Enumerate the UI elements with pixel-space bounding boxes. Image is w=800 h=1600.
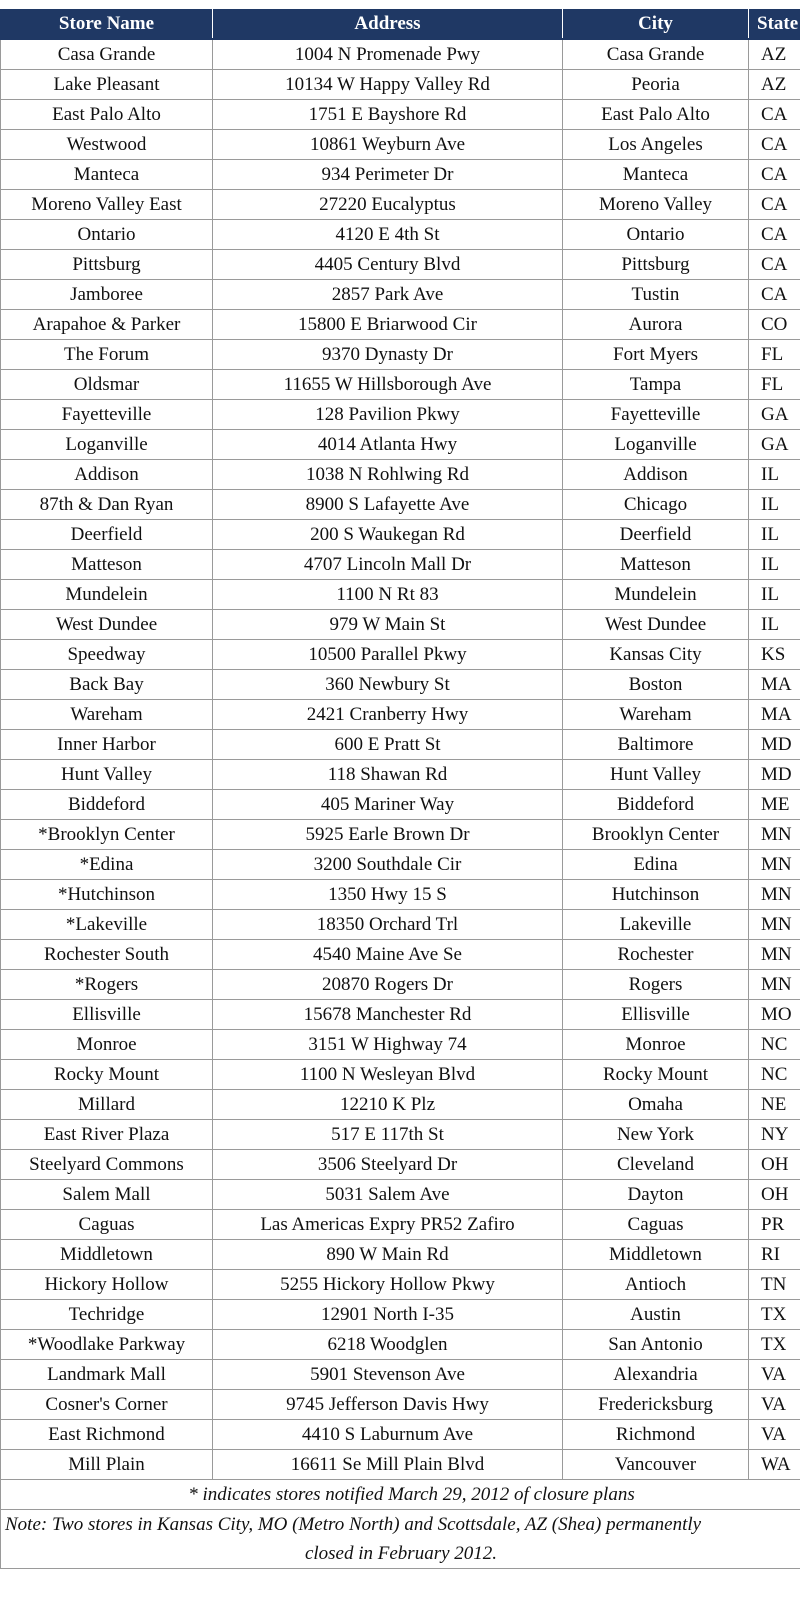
table-row bbox=[1, 790, 800, 820]
cell-address: 128 Pavilion Pkwy bbox=[213, 400, 563, 430]
cell-state: AZ bbox=[749, 70, 800, 100]
cell-state: MN bbox=[749, 910, 800, 940]
table-row bbox=[1, 670, 800, 700]
cell-city: Omaha bbox=[563, 1090, 749, 1120]
cell-state: VA bbox=[749, 1390, 800, 1420]
cell-city: Matteson bbox=[563, 550, 749, 580]
table-row bbox=[1, 400, 800, 430]
table-row bbox=[1, 910, 800, 940]
cell-city: Fayetteville bbox=[563, 400, 749, 430]
table-row bbox=[1, 1180, 800, 1210]
cell-address: 1100 N Wesleyan Blvd bbox=[213, 1060, 563, 1090]
cell-address: 1751 E Bayshore Rd bbox=[213, 100, 563, 130]
table-row bbox=[1, 1150, 800, 1180]
cell-address: 4405 Century Blvd bbox=[213, 250, 563, 280]
cell-state: VA bbox=[749, 1420, 800, 1450]
table-row bbox=[1, 190, 800, 220]
cell-state: MD bbox=[749, 730, 800, 760]
cell-city: Fredericksburg bbox=[563, 1390, 749, 1420]
table-row bbox=[1, 730, 800, 760]
cell-address: 3151 W Highway 74 bbox=[213, 1030, 563, 1060]
cell-city: Cleveland bbox=[563, 1150, 749, 1180]
table-row bbox=[1, 850, 800, 880]
cell-store-name: *Lakeville bbox=[1, 910, 213, 940]
cell-store-name: Cosner's Corner bbox=[1, 1390, 213, 1420]
cell-city: Chicago bbox=[563, 490, 749, 520]
cell-city: Deerfield bbox=[563, 520, 749, 550]
cell-city: Addison bbox=[563, 460, 749, 490]
table-row bbox=[1, 1360, 800, 1390]
cell-state: MD bbox=[749, 760, 800, 790]
cell-store-name: Wareham bbox=[1, 700, 213, 730]
cell-store-name: The Forum bbox=[1, 340, 213, 370]
cell-address: 15678 Manchester Rd bbox=[213, 1000, 563, 1030]
cell-state: MN bbox=[749, 820, 800, 850]
cell-state: MN bbox=[749, 880, 800, 910]
cell-state: IL bbox=[749, 550, 800, 580]
cell-store-name: *Rogers bbox=[1, 970, 213, 1000]
cell-address: 10861 Weyburn Ave bbox=[213, 130, 563, 160]
cell-state: KS bbox=[749, 640, 800, 670]
cell-store-name: *Brooklyn Center bbox=[1, 820, 213, 850]
cell-store-name: Steelyard Commons bbox=[1, 1150, 213, 1180]
cell-city: Hunt Valley bbox=[563, 760, 749, 790]
cell-store-name: 87th & Dan Ryan bbox=[1, 490, 213, 520]
cell-city: Los Angeles bbox=[563, 130, 749, 160]
cell-address: 2857 Park Ave bbox=[213, 280, 563, 310]
cell-address: 27220 Eucalyptus bbox=[213, 190, 563, 220]
cell-state: NE bbox=[749, 1090, 800, 1120]
cell-store-name: Monroe bbox=[1, 1030, 213, 1060]
table-row bbox=[1, 1000, 800, 1030]
cell-city: Ellisville bbox=[563, 1000, 749, 1030]
table-row bbox=[1, 1300, 800, 1330]
cell-state: IL bbox=[749, 610, 800, 640]
table-row bbox=[1, 1060, 800, 1090]
cell-address: 4707 Lincoln Mall Dr bbox=[213, 550, 563, 580]
table-row bbox=[1, 340, 800, 370]
table-row bbox=[1, 1030, 800, 1060]
cell-store-name: East Richmond bbox=[1, 1420, 213, 1450]
table-row bbox=[1, 1420, 800, 1450]
cell-address: 10134 W Happy Valley Rd bbox=[213, 70, 563, 100]
cell-city: Rocky Mount bbox=[563, 1060, 749, 1090]
table-row bbox=[1, 1450, 800, 1480]
cell-city: Moreno Valley bbox=[563, 190, 749, 220]
cell-state: GA bbox=[749, 400, 800, 430]
table-row bbox=[1, 640, 800, 670]
cell-address: 5925 Earle Brown Dr bbox=[213, 820, 563, 850]
cell-store-name: Casa Grande bbox=[1, 39, 213, 70]
cell-store-name: East Palo Alto bbox=[1, 100, 213, 130]
table-row bbox=[1, 70, 800, 100]
cell-store-name: Mill Plain bbox=[1, 1450, 213, 1480]
cell-city: Hutchinson bbox=[563, 880, 749, 910]
header-store-name: Store Name bbox=[1, 10, 213, 40]
cell-address: 118 Shawan Rd bbox=[213, 760, 563, 790]
cell-store-name: Addison bbox=[1, 460, 213, 490]
table-row bbox=[1, 610, 800, 640]
cell-store-name: Moreno Valley East bbox=[1, 190, 213, 220]
cell-state: NY bbox=[749, 1120, 800, 1150]
cell-store-name: Salem Mall bbox=[1, 1180, 213, 1210]
cell-city: Rochester bbox=[563, 940, 749, 970]
cell-address: 3200 Southdale Cir bbox=[213, 850, 563, 880]
cell-city: Lakeville bbox=[563, 910, 749, 940]
cell-address: 934 Perimeter Dr bbox=[213, 160, 563, 190]
cell-city: Tampa bbox=[563, 370, 749, 400]
cell-city: Tustin bbox=[563, 280, 749, 310]
cell-state: PR bbox=[749, 1210, 800, 1240]
cell-city: Brooklyn Center bbox=[563, 820, 749, 850]
cell-city: Middletown bbox=[563, 1240, 749, 1270]
cell-state: OH bbox=[749, 1150, 800, 1180]
table-row bbox=[1, 1210, 800, 1240]
cell-store-name: *Woodlake Parkway bbox=[1, 1330, 213, 1360]
closure-note-line-2: closed in February 2012. bbox=[304, 1543, 498, 1564]
cell-city: Richmond bbox=[563, 1420, 749, 1450]
table-row bbox=[1, 580, 800, 610]
cell-state: WA bbox=[749, 1450, 800, 1480]
cell-state: TX bbox=[749, 1330, 800, 1360]
table-row bbox=[1, 940, 800, 970]
cell-state: MA bbox=[749, 670, 800, 700]
cell-store-name: Biddeford bbox=[1, 790, 213, 820]
cell-store-name: East River Plaza bbox=[1, 1120, 213, 1150]
cell-store-name: Loganville bbox=[1, 430, 213, 460]
cell-city: East Palo Alto bbox=[563, 100, 749, 130]
closure-note-line-1: Note: Two stores in Kansas City, MO (Metro North) and Scottsdale, AZ (Shea) permanently bbox=[5, 1514, 702, 1535]
cell-state: CA bbox=[749, 160, 800, 190]
cell-address: 5901 Stevenson Ave bbox=[213, 1360, 563, 1390]
cell-city: New York bbox=[563, 1120, 749, 1150]
cell-city: Fort Myers bbox=[563, 340, 749, 370]
header-address: Address bbox=[213, 10, 563, 40]
table-row bbox=[1, 370, 800, 400]
table-row bbox=[1, 130, 800, 160]
cell-city: Peoria bbox=[563, 70, 749, 100]
cell-address: Las Americas Expry PR52 Zafiro bbox=[213, 1210, 563, 1240]
table-row bbox=[1, 160, 800, 190]
cell-state: CA bbox=[749, 250, 800, 280]
cell-address: 9370 Dynasty Dr bbox=[213, 340, 563, 370]
cell-state: TN bbox=[749, 1270, 800, 1300]
cell-address: 10500 Parallel Pkwy bbox=[213, 640, 563, 670]
cell-store-name: Pittsburg bbox=[1, 250, 213, 280]
cell-store-name: Back Bay bbox=[1, 670, 213, 700]
table-header bbox=[1, 10, 800, 40]
cell-state: CA bbox=[749, 100, 800, 130]
cell-state: MN bbox=[749, 940, 800, 970]
cell-state: CA bbox=[749, 190, 800, 220]
cell-address: 5031 Salem Ave bbox=[213, 1180, 563, 1210]
closure-footnote: * indicates stores notified March 29, 2012 of closure plans bbox=[1, 1480, 800, 1510]
cell-store-name: Speedway bbox=[1, 640, 213, 670]
cell-store-name: Millard bbox=[1, 1090, 213, 1120]
cell-state: NC bbox=[749, 1030, 800, 1060]
cell-store-name: Oldsmar bbox=[1, 370, 213, 400]
cell-address: 9745 Jefferson Davis Hwy bbox=[213, 1390, 563, 1420]
table-row bbox=[1, 39, 800, 70]
cell-state: IL bbox=[749, 580, 800, 610]
cell-city: Vancouver bbox=[563, 1450, 749, 1480]
cell-state: CA bbox=[749, 130, 800, 160]
cell-city: San Antonio bbox=[563, 1330, 749, 1360]
cell-store-name: Rocky Mount bbox=[1, 1060, 213, 1090]
cell-store-name: Inner Harbor bbox=[1, 730, 213, 760]
cell-store-name: Caguas bbox=[1, 1210, 213, 1240]
cell-city: Manteca bbox=[563, 160, 749, 190]
table-row bbox=[1, 700, 800, 730]
table-row bbox=[1, 760, 800, 790]
table-footer bbox=[1, 1480, 800, 1569]
cell-address: 517 E 117th St bbox=[213, 1120, 563, 1150]
cell-address: 4014 Atlanta Hwy bbox=[213, 430, 563, 460]
table-row bbox=[1, 280, 800, 310]
table-row bbox=[1, 100, 800, 130]
store-closure-table-sheet bbox=[0, 9, 800, 1600]
table-row bbox=[1, 880, 800, 910]
cell-city: Loganville bbox=[563, 430, 749, 460]
header-state: State bbox=[749, 10, 800, 40]
cell-city: West Dundee bbox=[563, 610, 749, 640]
cell-city: Austin bbox=[563, 1300, 749, 1330]
cell-address: 8900 S Lafayette Ave bbox=[213, 490, 563, 520]
cell-city: Wareham bbox=[563, 700, 749, 730]
cell-address: 1100 N Rt 83 bbox=[213, 580, 563, 610]
cell-state: MN bbox=[749, 970, 800, 1000]
cell-store-name: Matteson bbox=[1, 550, 213, 580]
cell-state: NC bbox=[749, 1060, 800, 1090]
header-row bbox=[1, 10, 800, 40]
cell-store-name: Deerfield bbox=[1, 520, 213, 550]
cell-city: Edina bbox=[563, 850, 749, 880]
cell-address: 16611 Se Mill Plain Blvd bbox=[213, 1450, 563, 1480]
table-row bbox=[1, 1270, 800, 1300]
cell-store-name: Hickory Hollow bbox=[1, 1270, 213, 1300]
cell-state: FL bbox=[749, 370, 800, 400]
cell-state: CA bbox=[749, 280, 800, 310]
cell-state: VA bbox=[749, 1360, 800, 1390]
cell-address: 15800 E Briarwood Cir bbox=[213, 310, 563, 340]
cell-store-name: Landmark Mall bbox=[1, 1360, 213, 1390]
cell-state: IL bbox=[749, 520, 800, 550]
cell-address: 600 E Pratt St bbox=[213, 730, 563, 760]
cell-state: MO bbox=[749, 1000, 800, 1030]
table-row bbox=[1, 250, 800, 280]
cell-store-name: Ellisville bbox=[1, 1000, 213, 1030]
cell-store-name: Rochester South bbox=[1, 940, 213, 970]
table-body bbox=[1, 39, 800, 1480]
table-row bbox=[1, 520, 800, 550]
cell-store-name: Hunt Valley bbox=[1, 760, 213, 790]
cell-address: 20870 Rogers Dr bbox=[213, 970, 563, 1000]
cell-city: Rogers bbox=[563, 970, 749, 1000]
cell-address: 890 W Main Rd bbox=[213, 1240, 563, 1270]
cell-city: Dayton bbox=[563, 1180, 749, 1210]
cell-city: Caguas bbox=[563, 1210, 749, 1240]
cell-state: MA bbox=[749, 700, 800, 730]
cell-address: 11655 W Hillsborough Ave bbox=[213, 370, 563, 400]
cell-state: GA bbox=[749, 430, 800, 460]
cell-state: RI bbox=[749, 1240, 800, 1270]
cell-state: AZ bbox=[749, 39, 800, 70]
note-row bbox=[1, 1510, 800, 1569]
table-row bbox=[1, 970, 800, 1000]
cell-city: Casa Grande bbox=[563, 39, 749, 70]
cell-store-name: West Dundee bbox=[1, 610, 213, 640]
table-row bbox=[1, 1090, 800, 1120]
header-city: City bbox=[563, 10, 749, 40]
cell-store-name: Mundelein bbox=[1, 580, 213, 610]
cell-address: 405 Mariner Way bbox=[213, 790, 563, 820]
table-row bbox=[1, 490, 800, 520]
cell-city: Antioch bbox=[563, 1270, 749, 1300]
cell-state: IL bbox=[749, 460, 800, 490]
cell-store-name: *Hutchinson bbox=[1, 880, 213, 910]
cell-city: Alexandria bbox=[563, 1360, 749, 1390]
cell-address: 3506 Steelyard Dr bbox=[213, 1150, 563, 1180]
cell-city: Pittsburg bbox=[563, 250, 749, 280]
cell-address: 6218 Woodglen bbox=[213, 1330, 563, 1360]
table-row bbox=[1, 820, 800, 850]
cell-address: 4540 Maine Ave Se bbox=[213, 940, 563, 970]
cell-store-name: Fayetteville bbox=[1, 400, 213, 430]
cell-address: 2421 Cranberry Hwy bbox=[213, 700, 563, 730]
cell-address: 1038 N Rohlwing Rd bbox=[213, 460, 563, 490]
cell-address: 979 W Main St bbox=[213, 610, 563, 640]
cell-city: Aurora bbox=[563, 310, 749, 340]
cell-address: 5255 Hickory Hollow Pkwy bbox=[213, 1270, 563, 1300]
table-row bbox=[1, 550, 800, 580]
cell-city: Monroe bbox=[563, 1030, 749, 1060]
cell-store-name: Techridge bbox=[1, 1300, 213, 1330]
cell-store-name: Manteca bbox=[1, 160, 213, 190]
cell-address: 12210 K Plz bbox=[213, 1090, 563, 1120]
cell-city: Kansas City bbox=[563, 640, 749, 670]
footnote-row bbox=[1, 1480, 800, 1510]
cell-store-name: Westwood bbox=[1, 130, 213, 160]
cell-address: 4120 E 4th St bbox=[213, 220, 563, 250]
table-row bbox=[1, 1390, 800, 1420]
table-row bbox=[1, 460, 800, 490]
cell-store-name: Ontario bbox=[1, 220, 213, 250]
cell-address: 1004 N Promenade Pwy bbox=[213, 39, 563, 70]
table-row bbox=[1, 1240, 800, 1270]
cell-city: Boston bbox=[563, 670, 749, 700]
cell-state: ME bbox=[749, 790, 800, 820]
cell-store-name: Arapahoe & Parker bbox=[1, 310, 213, 340]
cell-state: OH bbox=[749, 1180, 800, 1210]
cell-city: Mundelein bbox=[563, 580, 749, 610]
cell-address: 1350 Hwy 15 S bbox=[213, 880, 563, 910]
table-row bbox=[1, 220, 800, 250]
table-row bbox=[1, 1120, 800, 1150]
table-row bbox=[1, 1330, 800, 1360]
table-row bbox=[1, 310, 800, 340]
cell-address: 12901 North I-35 bbox=[213, 1300, 563, 1330]
cell-address: 18350 Orchard Trl bbox=[213, 910, 563, 940]
table-row bbox=[1, 430, 800, 460]
cell-store-name: Middletown bbox=[1, 1240, 213, 1270]
cell-store-name: Jamboree bbox=[1, 280, 213, 310]
cell-address: 4410 S Laburnum Ave bbox=[213, 1420, 563, 1450]
cell-city: Ontario bbox=[563, 220, 749, 250]
cell-state: CA bbox=[749, 220, 800, 250]
cell-state: TX bbox=[749, 1300, 800, 1330]
cell-address: 360 Newbury St bbox=[213, 670, 563, 700]
cell-address: 200 S Waukegan Rd bbox=[213, 520, 563, 550]
cell-city: Biddeford bbox=[563, 790, 749, 820]
cell-state: CO bbox=[749, 310, 800, 340]
store-list-table bbox=[0, 9, 800, 1569]
cell-city: Baltimore bbox=[563, 730, 749, 760]
cell-store-name: *Edina bbox=[1, 850, 213, 880]
cell-state: MN bbox=[749, 850, 800, 880]
cell-state: FL bbox=[749, 340, 800, 370]
cell-state: IL bbox=[749, 490, 800, 520]
cell-store-name: Lake Pleasant bbox=[1, 70, 213, 100]
closure-note bbox=[1, 1510, 800, 1569]
